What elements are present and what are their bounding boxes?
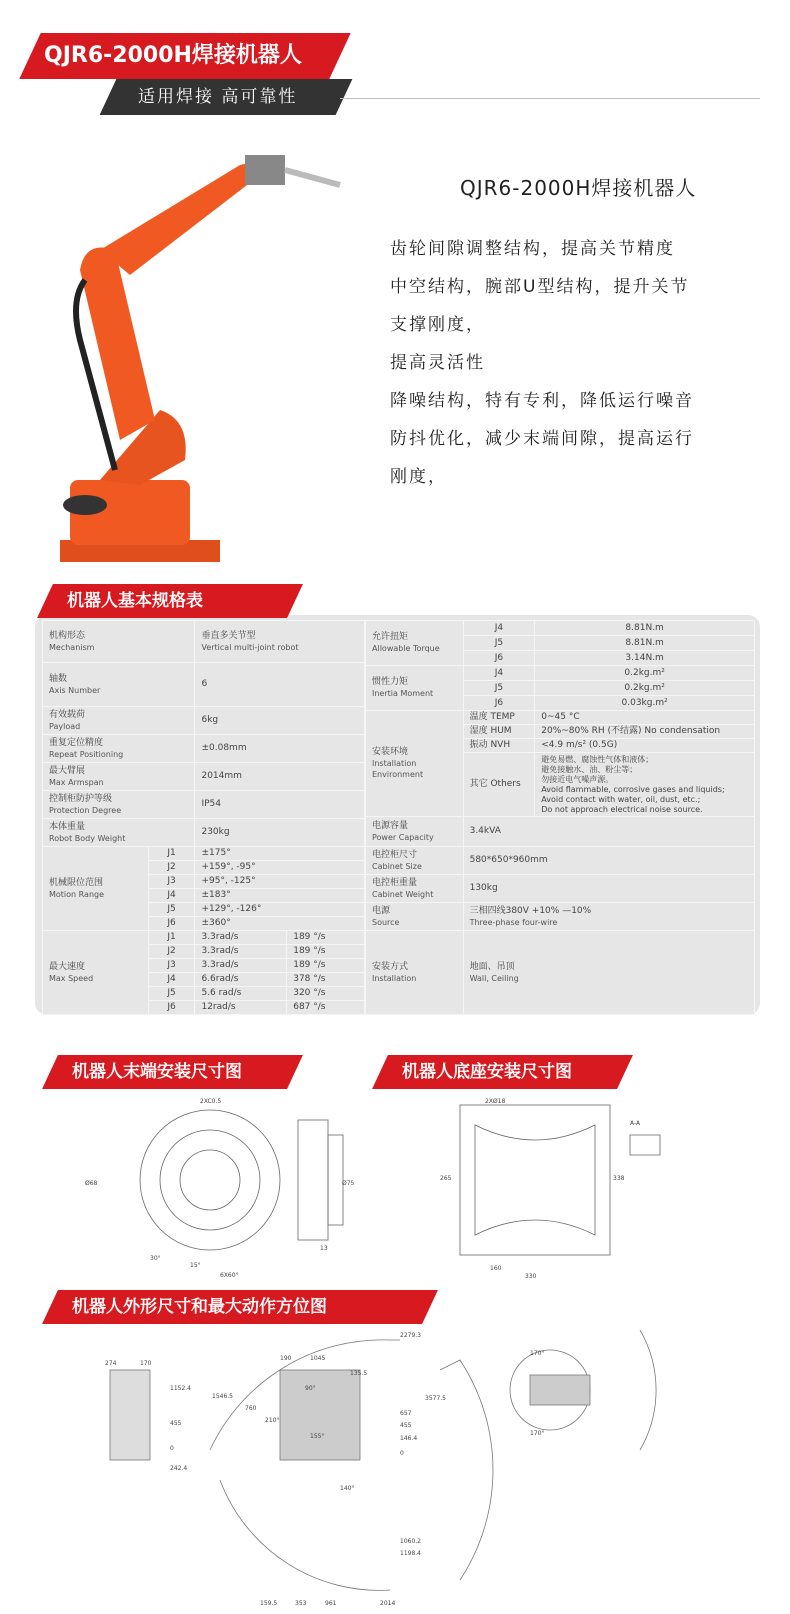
dimension-label: 2XØ18 (485, 1098, 506, 1105)
table-row (43, 931, 365, 945)
table-cell: ±183° (195, 889, 365, 903)
table-cell: 378 °/s (287, 973, 365, 987)
table-cell: J6 (148, 1001, 195, 1015)
dimension-label: 455 (170, 1420, 182, 1427)
feature-item: 中空结构，腕部U型结构，提升关节 (390, 277, 690, 297)
dimension-label: 242.4 (170, 1465, 188, 1472)
dimension-label: 353 (295, 1600, 307, 1607)
dimension-label: 2014 (380, 1600, 396, 1607)
dimension-label: 160 (490, 1265, 502, 1272)
table-cell: 3.4kVA (463, 817, 754, 847)
base-section-banner (372, 1055, 633, 1089)
table-row: 控制柜防护等级 Protection Degree IP54 (43, 791, 365, 819)
dimension-label: 1152.4 (170, 1385, 191, 1392)
feature-item: 防抖优化，减少末端间隙，提高运行 (390, 429, 694, 449)
table-cell: 20%~80% RH (不结露) No condensation (535, 725, 755, 739)
table-row (366, 875, 755, 903)
dimension-label: 455 (400, 1422, 412, 1429)
dimension-label: 274 (105, 1360, 117, 1367)
table-cell: 允许扭矩 Allowable Torque (366, 621, 464, 666)
table-cell: 8.81N.m (535, 636, 755, 651)
feature-item: 齿轮间隙调整结构，提高关节精度 (390, 239, 675, 259)
table-cell: 0.2kg.m² (535, 681, 755, 696)
table-cell: 3.14N.m (535, 651, 755, 666)
table-cell: 温度 TEMP (463, 711, 535, 725)
table-row (366, 931, 755, 1015)
table-cell: J4 (148, 889, 195, 903)
table-row: 最大臂展 Max Armspan 2014mm (43, 763, 365, 791)
table-cell: <4.9 m/s² (0.5G) (535, 739, 755, 753)
feature-list (390, 230, 780, 496)
table-cell: J1 (148, 931, 195, 945)
spec-table-left (42, 620, 365, 1015)
dimension-label: 170° (530, 1350, 545, 1357)
table-cell: 6.6rad/s (195, 973, 287, 987)
dimension-label: 135.5 (350, 1370, 368, 1377)
table-cell: J3 (148, 959, 195, 973)
dimension-label: 0 (400, 1450, 404, 1457)
dimension-label: 760 (245, 1405, 257, 1412)
table-cell: 湿度 HUM (463, 725, 535, 739)
table-row (366, 711, 755, 725)
table-cell: 安装方式 Installation (366, 931, 464, 1015)
table-cell: +159°, -95° (195, 861, 365, 875)
table-cell: 8.81N.m (535, 621, 755, 636)
dimension-label: 146.4 (400, 1435, 418, 1442)
table-cell: +95°, -125° (195, 875, 365, 889)
dimension-label: A-A (630, 1120, 641, 1127)
table-cell: 电源容量 Power Capacity (366, 817, 464, 847)
brand-logo: QJAR (150, 193, 170, 202)
table-cell: 最大速度 Max Speed (43, 931, 149, 1015)
table-cell: J6 (463, 696, 535, 711)
dimension-label: 1045 (310, 1355, 326, 1362)
spec-table-right (365, 620, 755, 1015)
table-cell: 安装环境 Installation Environment (366, 711, 464, 817)
table-cell: J5 (463, 636, 535, 651)
table-cell: 5.6 rad/s (195, 987, 287, 1001)
table-cell: 189 °/s (287, 945, 365, 959)
dimension-label: 265 (440, 1175, 452, 1182)
table-cell: 0.2kg.m² (535, 666, 755, 681)
dimension-label: 2279.3 (400, 1332, 421, 1339)
outline-section-banner (42, 1290, 438, 1324)
table-cell: J6 (463, 651, 535, 666)
table-cell: J4 (463, 621, 535, 636)
section-title: 机器人底座安装尺寸图 (402, 1062, 572, 1082)
section-title: 机器人外形尺寸和最大动作方位图 (72, 1297, 327, 1317)
dimension-label: 657 (400, 1410, 412, 1417)
table-row (366, 847, 755, 875)
dimension-label: 210° (265, 1417, 280, 1424)
table-cell: 580*650*960mm (463, 847, 754, 875)
dimension-label: 190 (280, 1355, 292, 1362)
feature-item: 提高灵活性 (390, 353, 485, 373)
robot-image (40, 140, 370, 570)
dimension-label: 155° (310, 1433, 325, 1440)
dimension-label: 170° (530, 1430, 545, 1437)
table-row: 本体重量 Robot Body Weight 230kg (43, 819, 365, 847)
dimension-label: Ø68 (85, 1180, 98, 1187)
table-cell: J4 (463, 666, 535, 681)
table-cell: ±175° (195, 847, 365, 861)
dimension-label: 338 (613, 1175, 625, 1182)
dimension-label: Ø75 (342, 1180, 355, 1187)
table-row (366, 621, 755, 636)
table-cell: 电源 Source (366, 903, 464, 931)
table-cell: 3.3rad/s (195, 931, 287, 945)
table-row (366, 666, 755, 681)
table-cell: J5 (148, 903, 195, 917)
table-row (43, 847, 365, 861)
end-section-banner (42, 1055, 303, 1089)
table-cell: 机械限位范围 Motion Range (43, 847, 149, 931)
table-cell: 12rad/s (195, 1001, 287, 1015)
table-cell: J3 (148, 875, 195, 889)
table-row (366, 817, 755, 847)
feature-item: 降噪结构，特有专利，降低运行噪音 (390, 391, 694, 411)
dimension-label: 1060.2 (400, 1538, 421, 1545)
section-title: 机器人末端安装尺寸图 (72, 1062, 242, 1082)
table-cell: 130kg (463, 875, 754, 903)
table-cell: 三相四线380V +10% —10% Three-phase four-wire (463, 903, 754, 931)
table-cell: 189 °/s (287, 931, 365, 945)
end-mount-diagram (80, 1095, 360, 1280)
table-cell: ±360° (195, 917, 365, 931)
product-name: QJR6-2000H焊接机器人 (460, 176, 697, 200)
feature-item: 支撑刚度， (390, 315, 485, 335)
table-cell: J5 (148, 987, 195, 1001)
table-cell: 189 °/s (287, 959, 365, 973)
table-cell: J4 (148, 973, 195, 987)
dimension-label: 13 (320, 1245, 328, 1252)
dimension-label: 961 (325, 1600, 337, 1607)
table-cell: J6 (148, 917, 195, 931)
dimension-label: 1546.5 (212, 1393, 233, 1400)
dimension-label: 30° (150, 1255, 161, 1262)
page-title: QJR6-2000H焊接机器人 (44, 43, 302, 68)
title-banner (19, 33, 350, 79)
table-cell: 电控柜尺寸 Cabinet Size (366, 847, 464, 875)
table-cell: 振动 NVH (463, 739, 535, 753)
dimension-label: 159.5 (260, 1600, 278, 1607)
header-rule (340, 98, 760, 99)
table-row: 机构形态 Mechanism 垂直多关节型 Vertical multi-joint robot (43, 621, 365, 663)
dimension-label: 0 (170, 1445, 174, 1452)
dimension-label: 15° (190, 1262, 201, 1269)
table-cell: 电控柜重量 Cabinet Weight (366, 875, 464, 903)
table-cell: J1 (148, 847, 195, 861)
table-cell: J2 (148, 945, 195, 959)
table-cell: J5 (463, 681, 535, 696)
dimension-label: 3577.5 (425, 1395, 446, 1402)
table-cell: 其它 Others (463, 753, 535, 817)
table-row: 有效载荷 Payload 6kg (43, 707, 365, 735)
subtitle-banner (100, 79, 353, 115)
dimension-label: 140° (340, 1485, 355, 1492)
dimension-label: 2XC0.5 (200, 1098, 222, 1105)
table-cell: J2 (148, 861, 195, 875)
table-cell: 3.3rad/s (195, 945, 287, 959)
table-cell: +129°, -126° (195, 903, 365, 917)
table-cell: 0.03kg.m² (535, 696, 755, 711)
table-cell: 0~45 °C (535, 711, 755, 725)
table-cell: 320 °/s (287, 987, 365, 1001)
spec-section-banner (37, 584, 303, 618)
table-cell: 687 °/s (287, 1001, 365, 1015)
dimension-label: 170 (140, 1360, 152, 1367)
table-cell: 避免易燃、腐蚀性气体和液体； 避免接触水、油、粉尘等； 勿接近电气噪声源。 Avoid flammable, corrosive gases and liquids; Avoid contact with water, oil, dust, etc.; Do not approach electrical noise source. (535, 753, 755, 817)
feature-item: 刚度， (390, 467, 447, 487)
dimension-label: 90° (305, 1385, 316, 1392)
table-cell: 地面、吊顶 Wall, Ceiling (463, 931, 754, 1015)
dimension-label: 1198.4 (400, 1550, 421, 1557)
table-row: 轴数 Axis Number 6 (43, 663, 365, 707)
section-title: 机器人基本规格表 (67, 591, 203, 611)
table-row: 重复定位精度 Repeat Positioning ±0.08mm (43, 735, 365, 763)
table-cell: 惯性力矩 Inertia Moment (366, 666, 464, 711)
outline-diagram (100, 1330, 760, 1610)
page-subtitle: 适用焊接 高可靠性 (138, 87, 298, 107)
table-cell: 3.3rad/s (195, 959, 287, 973)
table-row (366, 903, 755, 931)
dimension-label: 6X60° (220, 1272, 239, 1279)
base-mount-diagram (415, 1095, 675, 1280)
dimension-label: 330 (525, 1273, 537, 1280)
